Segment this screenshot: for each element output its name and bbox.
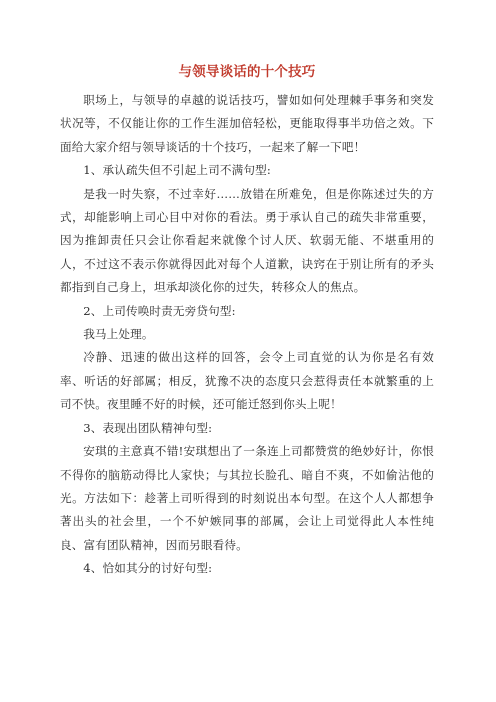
tip-4-heading: 4、恰如其分的讨好句型: — [83, 561, 213, 576]
tip-3-body: 安琪的主意真不错!安琪想出了一条连上司都赞赏的绝妙好计，你恨不得你的脑筋动得比人家快；与其拉长脸孔、暗自不爽，不如偷沾他的光。方法如下：趁著上司听得到的时刻说出本句型。在这个人人都想争著出头的社会里，一个不妒嫉同事的部属，会让上司觉得此人本性纯良、富有团队精神，因而另眼看待。 — [60, 444, 434, 552]
tip-2-heading: 2、上司传唤时责无旁贷句型: — [83, 303, 236, 318]
intro-paragraph: 职场上，与领导的卓越的说话技巧，譬如如何处理棘手事务和突发状况等，不仅能让你的工作生涯加倍轻松，更能取得事半功倍之效。下面给大家介绍与领导谈话的十个技巧，一起来了解一下吧！ — [60, 93, 434, 154]
document-title: 与领导谈话的十个技巧 — [178, 64, 316, 80]
tip-1-body: 是我一时失察，不过幸好……放错在所难免，但是你陈述过失的方式，却能影响上司心目中对你的看法。勇于承认自己的疏失非常重要，因为推卸责任只会让你看起来就像个讨人厌、软弱无能、不堪重用的人，不过这不表示你就得因此对每个人道歉，诀窍在于别让所有的矛头都指到自己身上，坦承却淡化你的过失，转移众人的焦点。 — [60, 186, 434, 295]
document-page — [60, 62, 434, 581]
tip-2-body: 冷静、迅速的做出这样的回答，会令上司直觉的认为你是名有效率、听话的好部属；相反，犹豫不决的态度只会惹得责任本就繁重的上司不快。夜里睡不好的时候，还可能迁怒到你头上呢！ — [60, 350, 434, 412]
tip-3-heading: 3、表现出团队精神句型: — [83, 420, 213, 435]
tip-2-phrase: 我马上处理。 — [83, 327, 154, 342]
tip-1-heading: 1、承认疏失但不引起上司不满句型: — [83, 163, 271, 178]
